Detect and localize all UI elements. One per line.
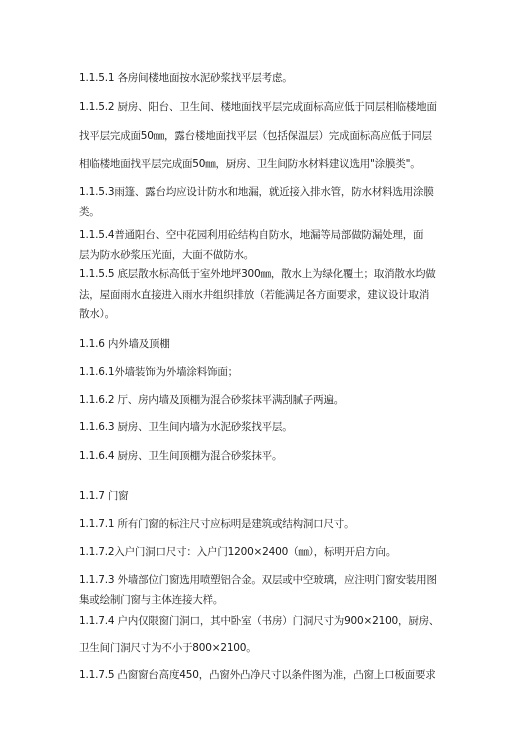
text-line-5-4b: 层为防水砂浆压光面，大面不做防水。 xyxy=(79,249,255,261)
text-line-7-3a: 1.1.7.3 外墙部位门窗选用喷塑铝合金。双层或中空玻璃，应注明门窗安装用图 xyxy=(79,574,437,586)
text-line-5-2a: 1.1.5.2 厨房、阳台、卫生间、楼地面找平层完成面标高应低于同层相临楼地面 xyxy=(79,101,437,113)
text-line-7-1: 1.1.7.1 所有门窗的标注尺寸应标明是建筑或结构洞口尺寸。 xyxy=(79,518,355,530)
text-line-5-2c: 相临楼地面找平层完成面50㎜，厨房、卫生间防水材料建议选用"涂膜类"。 xyxy=(79,158,421,170)
text-line-5-5c: 散水）。 xyxy=(79,308,115,320)
text-line-6-2: 1.1.6.2 厅、房内墙及顶棚为混合砂浆抹平满刮腻子两遍。 xyxy=(79,394,345,406)
text-line-7-4b: 卫生间门洞尺寸为不小于800×2100。 xyxy=(79,642,257,654)
text-line-5-5a: 1.1.5.5 底层散水标高低于室外地坪300㎜，散水上为绿化覆土；取消散水均做 xyxy=(79,268,436,280)
text-line-5-4a: 1.1.5.4普通阳台、空中花园利用砼结构自防水，地漏等局部做防漏处理，面 xyxy=(79,229,424,241)
text-line-5-2b: 找平层完成面50㎜，露台楼地面找平层（包括保温层）完成面标高应低于同层 xyxy=(79,130,432,142)
text-line-5-3b: 类。 xyxy=(79,206,100,218)
section-heading-1-1-7: 1.1.7 门窗 xyxy=(79,490,129,502)
text-line-5-1: 1.1.5.1 各房间楼地面按水泥砂浆找平层考虑。 xyxy=(79,72,293,84)
text-line-7-2: 1.1.7.2入户门洞口尺寸：入户门1200×2400（㎜），标明开启方向。 xyxy=(79,546,397,558)
text-line-7-5: 1.1.7.5 凸窗窗台高度450，凸窗外凸净尺寸以条件图为准，凸窗上口板面要求 xyxy=(79,669,436,681)
text-line-6-1: 1.1.6.1外墙装饰为外墙涂料饰面； xyxy=(79,366,238,378)
text-line-6-4: 1.1.6.4 厨房、卫生间顶棚为混合砂浆抹平。 xyxy=(79,450,283,462)
text-line-5-3a: 1.1.5.3雨篷、露台均应设计防水和地漏，就近接入排水管，防水材料选用涂膜 xyxy=(79,186,434,198)
section-heading-1-1-6: 1.1.6 内外墙及顶棚 xyxy=(79,338,170,350)
text-line-5-5b: 法，屋面雨水直接进入雨水井组织排放（若能满足各方面要求，建议设计取消 xyxy=(79,289,430,301)
text-line-7-3b: 集或绘制门窗与主体连接大样。 xyxy=(79,594,224,606)
text-line-7-4a: 1.1.7.4 户内仅限窗门洞口，其中卧室（书房）门洞尺寸为900×2100，厨房、 xyxy=(79,615,440,627)
text-line-6-3: 1.1.6.3 厨房、卫生间内墙为水泥砂浆找平层。 xyxy=(79,421,293,433)
